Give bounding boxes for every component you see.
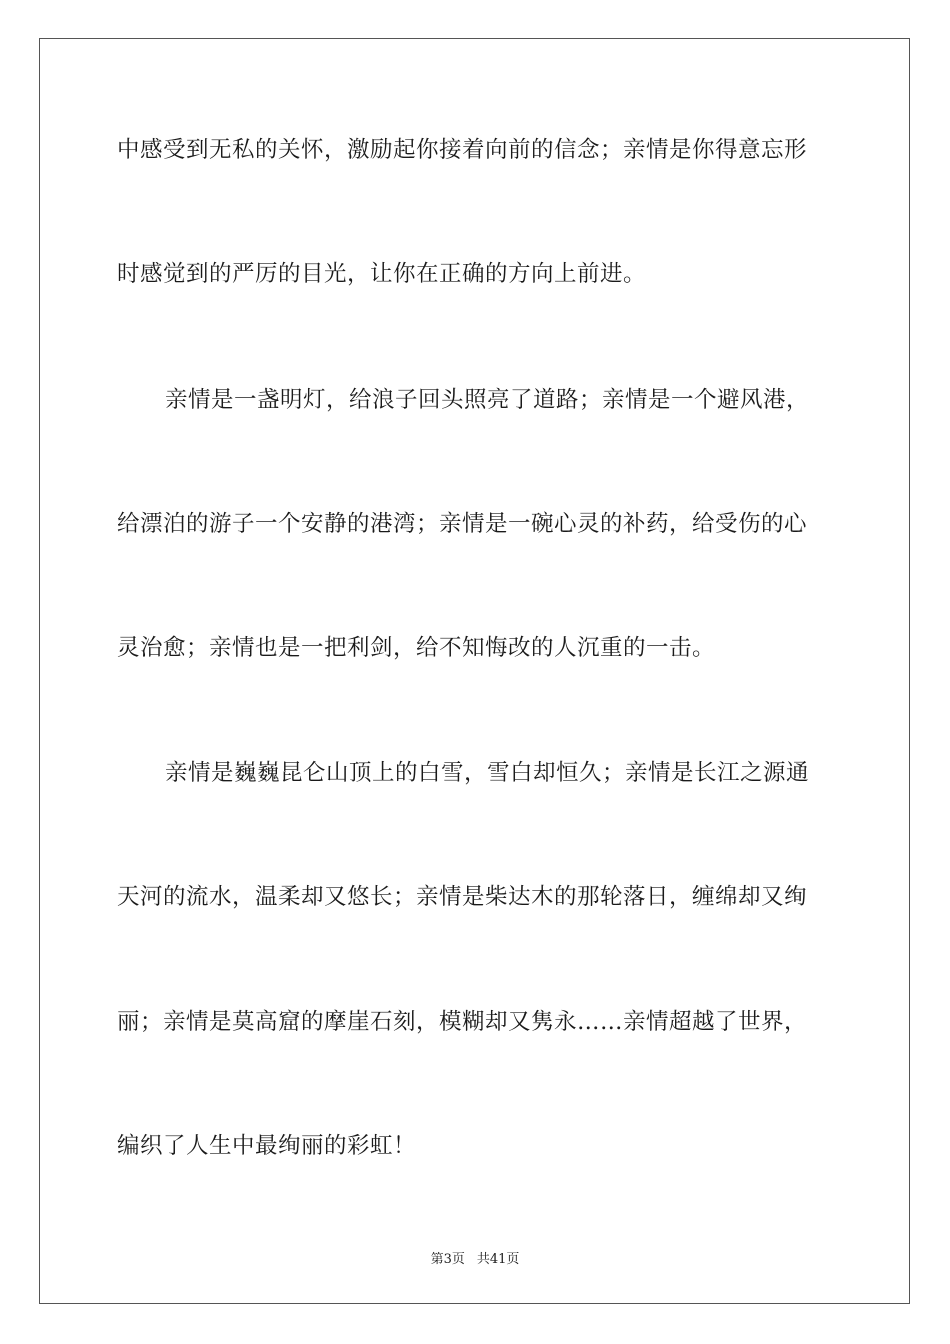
page-total: 共41页 (476, 1252, 520, 1267)
page-number: 第3页 (430, 1252, 465, 1267)
text-line-2: 时感觉到的严厉的目光，让你在正确的方向上前进。 (117, 261, 647, 287)
text-line-1: 中感受到无私的关怀，激励起你接着向前的信念；亲情是你得意忘形 (117, 137, 808, 163)
text-line-5: 灵治愈；亲情也是一把利剑，给不知悔改的人沉重的一击。 (117, 635, 716, 661)
text-line-8: 丽；亲情是莫高窟的摩崖石刻，模糊却又隽永……亲情超越了世界， (117, 1009, 808, 1035)
text-line-6: 亲情是巍巍昆仑山顶上的白雪，雪白却恒久；亲情是长江之源通 (165, 760, 810, 786)
text-line-3: 亲情是一盏明灯，给浪子回头照亮了道路；亲情是一个避风港， (165, 387, 810, 413)
page-border (39, 38, 910, 1304)
page-footer (0, 1248, 950, 1267)
text-line-9: 编织了人生中最绚丽的彩虹！ (117, 1133, 417, 1159)
text-line-7: 天河的流水，温柔却又悠长；亲情是柴达木的那轮落日，缠绵却又绚 (117, 884, 808, 910)
text-line-4: 给漂泊的游子一个安静的港湾；亲情是一碗心灵的补药，给受伤的心 (117, 511, 808, 537)
